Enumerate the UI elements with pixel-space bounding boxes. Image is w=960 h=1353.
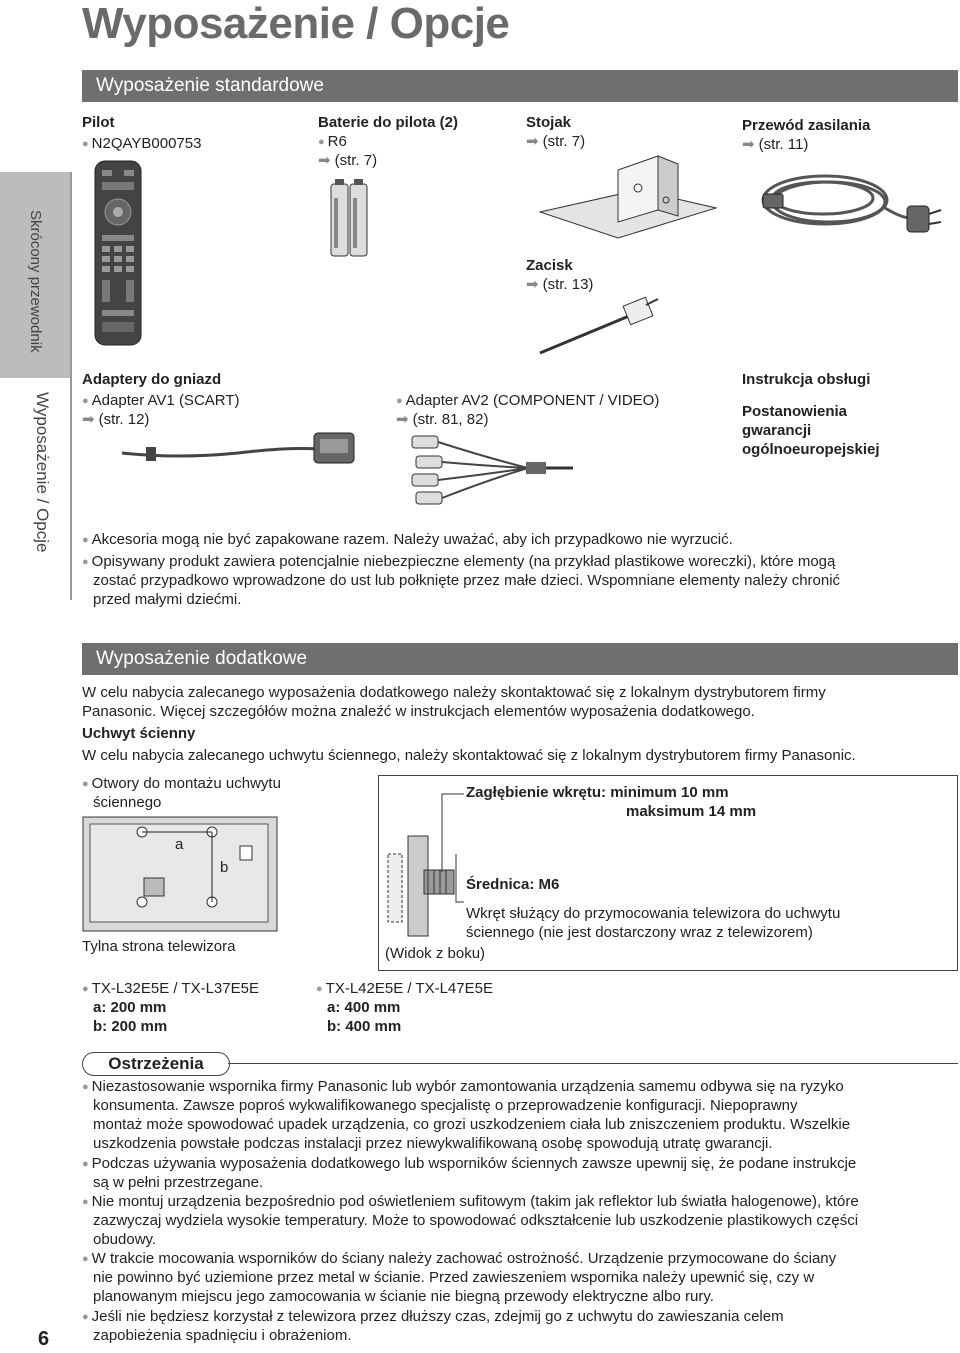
standard-accessories-heading: Wyposażenie standardowe [82, 70, 958, 102]
stand-label: Stojak [526, 114, 572, 131]
warning-1-line-1: ● Niezastosowanie wspornika firmy Panasonic lub wybór zamontowania urządzenia samemu odbywa się na ryzyko [82, 1077, 844, 1098]
clamp-icon [536, 295, 666, 359]
adapters-label: Adaptery do gniazd [82, 371, 222, 388]
warning-2-line-1: ● Podczas używania wyposażenia dodatkowego lub wsporników ściennych zawsze upewnij się, że podane instrukcje [82, 1154, 856, 1175]
warning-3-line-2: zazwyczaj wydziela wysokie temperatury. Może to spowodować odkształcenie lub uszkodzenie plastikowych części [93, 1212, 859, 1229]
model-group-2-a: a: 400 mm [327, 999, 401, 1016]
side-tab-quick-guide-label: Skrócony przewodnik [27, 210, 44, 353]
model-group-1-name: ● TX-L32E5E / TX-L37E5E [82, 979, 259, 1000]
side-tab-accessories[interactable] [0, 378, 70, 600]
warning-1-line-2: konsumenta. Zawsze poproś wykwalifikowanego specjalistę o przeprowadzenie konfiguracji. Niepoprawny [93, 1097, 798, 1114]
manual-label: Instrukcja obsługi [742, 371, 871, 388]
page-title: Wyposażenie / Opcje [82, 0, 510, 48]
note-hazard-line-1: ● Opisywany produkt zawiera potencjalnie niebezpieczne elementy (na przykład plastikowe woreczki), które mogą [82, 552, 835, 573]
scart-adapter-icon [118, 425, 358, 475]
side-tab-accessories-label: Wyposażenie / Opcje [33, 392, 52, 553]
av1-adapter-label: ● Adapter AV1 (SCART) [82, 391, 240, 412]
note-hazard-line-3: przed małymi dziećmi. [93, 591, 242, 608]
model-group-2-b: b: 400 mm [327, 1018, 402, 1035]
wall-bracket-text: W celu nabycia zalecanego uchwytu ściennego, należy skontaktować się z lokalnym dystrybutorem firmy Panasonic. [82, 747, 856, 764]
stand-icon [538, 150, 718, 240]
mount-holes-label-1: ● Otwory do montażu uchwytu [82, 774, 281, 795]
warnings-divider [228, 1063, 958, 1064]
batteries-label: Baterie do pilota (2) [318, 114, 459, 131]
warranty-line-2: gwarancji [742, 422, 812, 439]
warning-2-line-2: są w pełni przestrzegane. [93, 1174, 264, 1191]
component-adapter-icon [408, 428, 578, 518]
warning-4-line-3: planowanym miejscu jego zamocowania w ścianie nie biegną przewody elektryczne albo rury. [93, 1288, 714, 1305]
tv-back-label: Tylna strona telewizora [82, 938, 236, 955]
power-cord-label: Przewód zasilania [742, 117, 871, 134]
warning-4-line-1: ● W trakcie mocowania wsporników do ściany należy zachować ostrożność. Urządzenie przymocowane do ściany [82, 1249, 836, 1270]
model-group-2-name: ● TX-L42E5E / TX-L47E5E [316, 979, 493, 1000]
warranty-line-3: ogólnoeuropejskiej [742, 441, 880, 458]
warning-4-line-2: nie powinno być uziemione przez metal w ścianie. Przed zawieszeniem wspornika należy upewnić się, czy w [93, 1269, 815, 1286]
tv-back-diagram [82, 816, 278, 932]
wall-bracket-title: Uchwyt ścienny [82, 725, 196, 742]
screw-description-line-1: Wkręt służący do przymocowania telewizora do uchwytu [466, 905, 841, 922]
power-cord-page-ref[interactable]: ➡ (str. 11) [742, 135, 808, 154]
batteries-type: ● R6 [318, 132, 347, 153]
warnings-heading: Ostrzeżenia [82, 1052, 230, 1076]
power-cord-icon [755, 160, 945, 250]
warning-3-line-3: obudowy. [93, 1231, 157, 1248]
warning-1-line-3: montaż może spowodować upadek urządzenia, co grozi uszkodzeniem ciała lub zniszczeniem produktu. Wszelkie [93, 1116, 851, 1133]
clamp-label: Zacisk [526, 257, 573, 274]
av2-adapter-label: ● Adapter AV2 (COMPONENT / VIDEO) [396, 391, 659, 412]
battery-icon [330, 178, 370, 258]
remote-model: ● N2QAYB000753 [82, 134, 201, 155]
page-number: 6 [38, 1328, 50, 1350]
model-group-1-a: a: 200 mm [93, 999, 167, 1016]
optional-intro-line-2: Panasonic. Więcej szczegółów można znaleźć w instrukcjach elementów wyposażenia dodatkowego. [82, 703, 755, 720]
side-divider [70, 172, 72, 600]
side-tab-quick-guide[interactable] [0, 172, 70, 378]
warranty-line-1: Postanowienia [742, 403, 848, 420]
av2-page-ref[interactable]: ➡ (str. 81, 82) [396, 410, 488, 429]
remote-control-icon [94, 160, 142, 346]
screw-depth-max: maksimum 14 mm [626, 803, 757, 820]
side-view-label: (Widok z boku) [385, 945, 486, 962]
clamp-page-ref[interactable]: ➡ (str. 13) [526, 275, 593, 294]
optional-accessories-heading: Wyposażenie dodatkowe [82, 643, 958, 675]
note-packaging: ● Akcesoria mogą nie być zapakowane razem. Należy uważać, aby ich przypadkowo nie wyrzucić. [82, 530, 733, 551]
screw-diameter: Średnica: M6 [466, 876, 560, 893]
remote-label: Pilot [82, 114, 115, 131]
stand-page-ref[interactable]: ➡ (str. 7) [526, 132, 585, 151]
warning-3-line-1: ● Nie montuj urządzenia bezpośrednio pod oświetleniem sufitowym (takim jak reflektor lub światła halogenowe), które [82, 1192, 859, 1213]
note-hazard-line-2: zostać przypadkowo wprowadzone do ust lub połknięte przez małe dzieci. Wspomniane elementy należy chronić [93, 572, 841, 589]
av1-page-ref[interactable]: ➡ (str. 12) [82, 410, 149, 429]
model-group-1-b: b: 200 mm [93, 1018, 168, 1035]
warning-5-line-2: zapobieżenia spadnięciu i obrażeniom. [93, 1327, 352, 1344]
warning-5-line-1: ● Jeśli nie będziesz korzystał z telewizora przez dłuższy czas, zdejmij go z uchwytu do zawieszania celem [82, 1307, 784, 1328]
dimension-b-label: b [220, 859, 229, 876]
optional-intro-line-1: W celu nabycia zalecanego wyposażenia dodatkowego należy skontaktować się z lokalnym dystrybutorem firmy [82, 684, 826, 701]
screw-depth-min: Zagłębienie wkrętu: minimum 10 mm [466, 784, 729, 801]
screw-description-line-2: ściennego (nie jest dostarczony wraz z telewizorem) [466, 924, 813, 941]
dimension-a-label: a [175, 836, 184, 853]
mount-holes-label-2: ściennego [93, 794, 162, 811]
batteries-page-ref[interactable]: ➡ (str. 7) [318, 151, 377, 170]
warning-1-line-4: uszkodzenia powstałe podczas instalacji przez niewykwalifikowaną osobę spowodują utratę gwarancji. [93, 1135, 773, 1152]
